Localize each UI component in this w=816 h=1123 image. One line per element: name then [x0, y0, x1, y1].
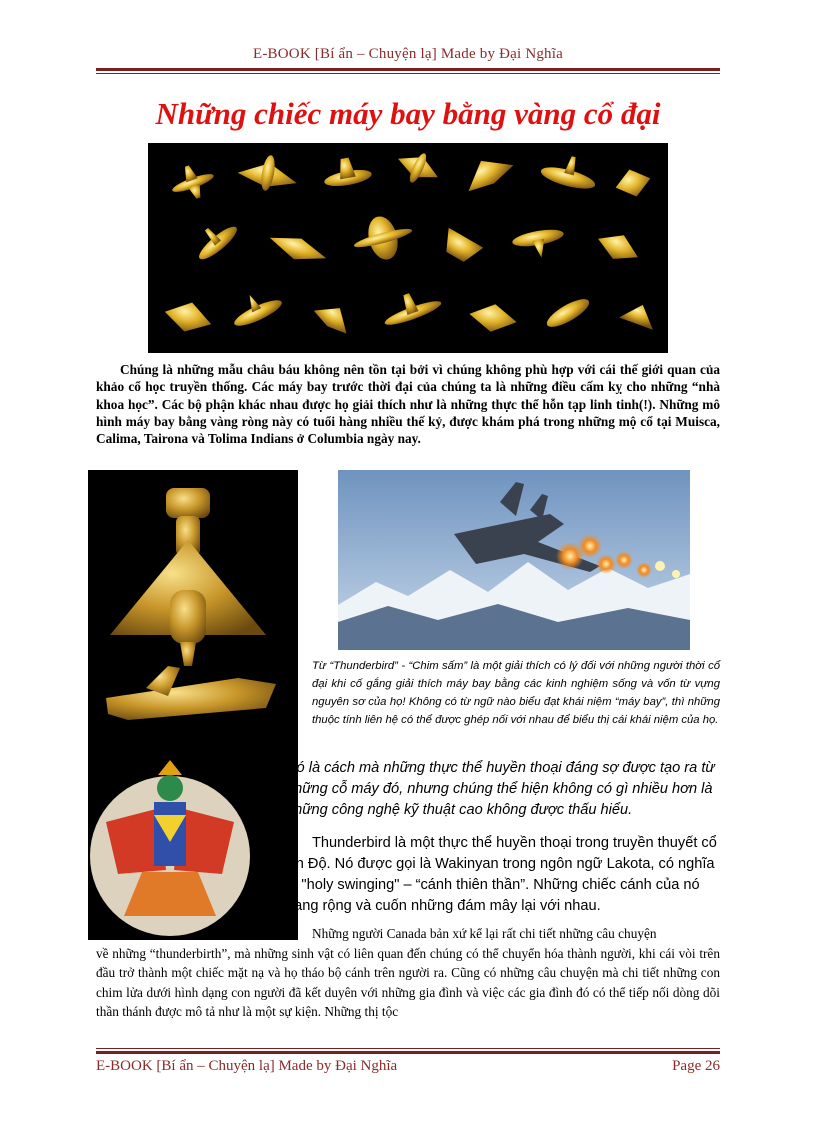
intro-text: Chúng là những mẫu châu báu không nên tồn tại bởi vì chúng không phù hợp với cái thế giới quan của khảo cổ học truyền thống. Các máy bay trước thời đại của chúng ta là những điều cấm kỵ cho những “nhà khoa học”. Các bộ phận khác nhau được họ giải thích như là những thực thể hỗn tạp linh tinh(!). Những mô hình máy bay bằng vàng ròng này có tuổi hàng nhiều thế kỷ, được khám phá trong những mộ cổ tại Muisca, Calima, Tairona và Tolima Indians ở Columbia ngày nay. — [96, 362, 720, 447]
footer-rule — [96, 1051, 720, 1054]
thunderbird-paragraph — [286, 833, 720, 917]
myth-paragraph — [286, 758, 720, 821]
page-header: E-BOOK [Bí ẩn – Chuyện lạ] Made by Đại Nghĩa — [253, 46, 563, 62]
fighter-jet-photo — [338, 470, 690, 650]
thunderbird-artifacts-photo — [88, 470, 298, 940]
caption-text: Từ “Thunderbird” - “Chim sấm” là một giải thích có lý đối với những người thời cổ đại khi cố gắng giải thích máy bay bằng các kinh nghiệm sống và vốn từ vựng nguyên sơ của họ! Không có từ ngữ nào biểu đạt khái niệm “máy bay”, thì những thuộc tính liên hệ có thể được ghép nối với nhau để biểu thị cái khái niệm của họ. — [312, 660, 720, 726]
footer-title: E-BOOK [Bí ẩn – Chuyện lạ] Made by Đại Nghĩa — [96, 1058, 398, 1074]
page-number: Page 26 — [672, 1058, 720, 1074]
gold-artifacts-photo — [148, 143, 668, 353]
intro-paragraph — [96, 361, 720, 447]
canada-text-first-line: Những người Canada bản xứ kể lại rất chi tiết những câu chuyện — [312, 926, 657, 941]
page-footer — [96, 1058, 720, 1075]
thunderbird-text: Thunderbird là một thực thể huyền thoại trong truyền thuyết cổ Ấn Độ. Nó được gọi là Wakinyan trong ngôn ngữ Lakota, có nghĩa là "holy swinging" – “cánh thiên thần”. Những chiếc cánh của nó dang rộng và cuốn những đám mây lại với nhau. — [286, 835, 717, 914]
jet-caption — [312, 657, 720, 729]
header-rule-thin — [96, 73, 720, 74]
footer-rule-thin — [96, 1048, 720, 1049]
myth-text: Đó là cách mà những thực thể huyền thoại đáng sợ được tạo ra từ những cỗ máy đó, nhưng chúng thể hiện không có gì nhiều hơn là những công nghệ kỹ thuật cao không được thấu hiểu. — [286, 760, 715, 818]
header-rule — [96, 68, 720, 71]
canada-text: về những “thunderbirth”, mà những sinh vật có liên quan đến chúng có thể chuyển hóa thành người, khi cái vòi trên đầu trở thành một chiếc mặt nạ và họ tháo bộ cánh trên người ra. Cũng có những câu chuyện mà chi tiết những con chim lửa dưới hình dạng con người đã kết duyên với những gia đình và việc các gia đình đó có thể tiếp nối dòng dõi thần thánh được mô tả như là một sự kiện. Những thị tộc — [96, 945, 720, 1019]
canada-paragraph — [96, 924, 720, 1022]
page-title: Những chiếc máy bay bằng vàng cổ đại — [155, 96, 661, 131]
